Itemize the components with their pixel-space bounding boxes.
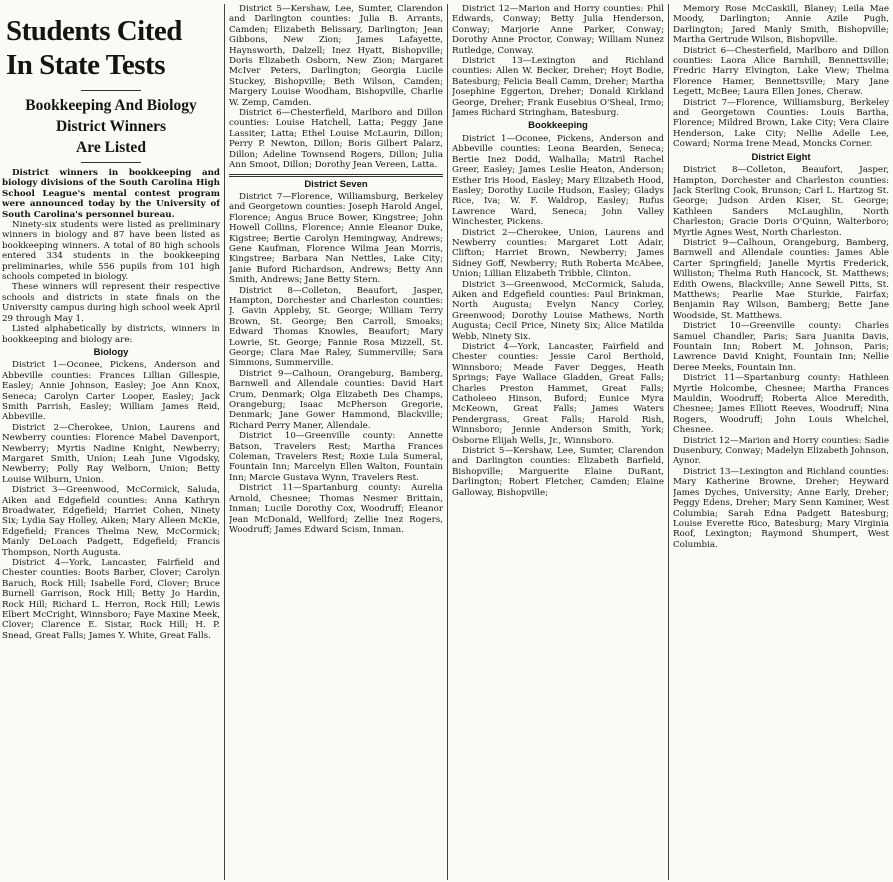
column-2 (229, 4, 443, 880)
district-list (229, 4, 443, 171)
district-entry: District 6—Chesterfield, Marlboro and Dillon counties: Laora Alice Barnhill, Bennettsville; Fredric Harry Elvington, Lake View; Thelma Florence Hamer, Bennettsville; Mary Jane Legett, McBee; Laura Ellen Jones, Cheraw. (673, 45, 889, 98)
intro-paragraph: Listed alphabetically by districts, winners in bookkeeping and biology are: (2, 324, 220, 345)
column-rule (447, 4, 448, 880)
district-entry: District 1—Oconee, Pickens, Anderson and Abbeville counties: Frances Lillian Gillespie, Easley; Annie Johnson, Easley; Joe Ann Knox, Seneca; Carolyn Carter Looper, Easley; Jack Smith Parrish, Easley; William James Reid, Abbeville. (2, 360, 220, 423)
subhead-2: District Winners (55, 118, 167, 135)
section-heading-biology: Biology (93, 346, 129, 358)
divider (81, 162, 141, 163)
district-list (452, 4, 664, 118)
district-entry: District 12—Marion and Horry counties: Sadie Dusenbury, Conway; Madelyn Elizabeth Johnson, Aynor. (673, 435, 889, 467)
district-entry: District 13—Lexington and Richland counties: Mary Katherine Browne, Dreher; Heyward James Dyches, University; Anne Early, Dreher; Peggy Edens, Dreher; Mary Senn Kaminer, West Columbia; Sarah Edna Padgett Batesburg; Louise Everette Rico, Batesburg; Mary Virginia Roof, Lexington; Raymond Shumpert, West Columbia. (673, 466, 889, 550)
headline (6, 14, 220, 82)
district-entry: District 3—Greenwood, McCormick, Saluda, Aiken and Edgefield counties: Anna Kathryn Broadwater, Edgefield; Harriet Cohen, Ninety Six; Lydia Say Holley, Aiken; Mary Alleen McKie, Edgefield; Frances Thelma New, McCormick; Manly DeLoach Padgett, Edgefield; Francis Thompson, North Augusta. (2, 485, 220, 558)
headline-line-2: In State Tests (6, 49, 165, 81)
district-entry: District 5—Kershaw, Lee, Sumter, Clarendon and Darlington counties: Julia B. Arrants, Camden; Elizabeth Belissary, Darlington; Jean Gibbons, New Zion; James Lafayette, Haynsworth, Dalzell; Inez Hyatt, Bishopville; Doris Elizabeth Osborn, New Zion; Margaret McIver Peters, Darlington; Georgia Lucile Stuckey, Bishopville; Beth Wilson, Camden; Margery Louise Woodham, Bishopville, Charlie W. Zemp, Camden. (229, 4, 443, 108)
district-list (673, 4, 889, 150)
subhead-1: Bookkeeping And Biology (25, 97, 197, 114)
district-entry: District 2—Cherokee, Union, Laurens and Newberry counties: Florence Mabel Davenport, Newberry; Myrtis Nadine Knight, Newberry; Margaret Smith, Union; Leah June Vigodsky, Newberry; Polly Ray Welborn, Union; Betty Louise Wilburn, Union. (2, 422, 220, 485)
intro-paragraph: District winners in bookkeeping and biology divisions of the South Carolina High School League's mental contest program were announced today by the University of South Carolina's personnel bureau. (2, 168, 220, 220)
district-entry: District 8—Colleton, Beaufort, Jasper, Hampton, Dorchester and Charleston counties: J. Gavin Appleby, St. George; William Terry Brown, St. George; Ben Carroll, Smoaks; Edward Thomas Knowles, Beaufort; Mary Lowrie, St. George; Fannie Rosa Mizzell, St. George; Clara Mae Raley, Summerville; Sara Simmons, Summerville. (229, 285, 443, 369)
column-rule (668, 4, 669, 880)
intro-paragraph: Ninety-six students were listed as preliminary winners in biology and 87 have been listed as bookkeeping winners. A total of 80 high schools entered 334 students in the bookkeeping preliminaries, while 556 pupils from 101 high schools competed in biology. (2, 220, 220, 283)
district-list (452, 134, 664, 498)
district-list (2, 360, 220, 641)
subhead-3: Are Listed (76, 139, 146, 156)
district-entry: District 7—Florence, Williamsburg, Berkeley and Georgetown Counties: Louis Bartha, Florence; Mildred Brown, Lake City; Vera Claire Henderson, Lake City; Nellie Adelle Lee, Coward; Norma Irene Mead, Moncks Corner. (673, 97, 889, 150)
district-entry: District 12—Marion and Horry counties: Phil Edwards, Conway; Betty Julia Henderson, Conway; Marjorie Anne Parker, Conway; Dorothy Anne Proctor, Conway; William Nunez Rutledge, Conway. (452, 4, 664, 56)
district-entry: District 11—Spartanburg county: Hathleen Myrtle Holcombe, Chesnee; Martha Frances Mauldin, Woodruff; Roberta Alice Meredith, Chesnee; James Elliott Reeves, Woodruff; Nina Rogers, Woodruff; John Louis Whelchel, Chesnee. (673, 373, 889, 436)
district-entry: District 4—York, Lancaster, Fairfield and Chester counties: Jessie Carol Berthold, Winnsboro; Meade Faver Degges, Heath Springs; Faye Wallace Gladden, Great Falls; Charles Preston Hammet, Great Falls; Catholeeo Hinson, Buford; Eunice Myra McKeown, Great Falls; James Waters Pendergrass, Great Falls; Harold Rish, Winnsboro; Jennie Anderson Smith, York; Osborne Elijah Wells, Jr., Winnsboro. (452, 342, 664, 446)
district-entry: District 5—Kershaw, Lee, Sumter, Clarendon and Darlington counties: Elizabeth Barfield, Bishopville; Marguerite Elaine DuRant, Darlington; Robert Fletcher, Camden; Elaine Galloway, Bishopville; (452, 446, 664, 498)
intro-paragraph: These winners will represent their respective schools and districts in state finals on the University campus during high school week April 29 through May 1. (2, 282, 220, 324)
district-entry: District 7—Florence, Williamsburg, Berkeley and Georgetown counties: Joseph Harold Angel, Florence; Angus Bruce Bower, Kingstree; John Howell Collins, Florence; Annie Eleanor Duke, Kigstree; Bertie Carolyn Hemingway, Andrews; Gene Kaufman, Florence Wilma Jean Morris, Kingstree; Barbara Nan Nettles, Lake City; Janie Buford Richardson, Andrews; Betty Ann Smith, Andrews; Jane Betty Stern. (229, 191, 443, 286)
divider (229, 174, 443, 177)
divider (81, 90, 141, 91)
district-list (673, 165, 889, 550)
district-entry: District 10—Greenville county: Charles Samuel Chandler, Paris; Sara Juanita Davis, Fountain Inn; Robert M. Johnson, Paris; Lawrence David Knight, Fountain Inn; Nellie Deree Meeks, Fountain Inn. (673, 321, 889, 373)
district-entry: District 4—York, Lancaster, Fairfield and Chester counties: Boots Barber, Clover; Carolyn Baruch, Rock Hill; Isabelle Ford, Clover; Bruce Burnell Garrison, Rock Hill; Betty Jo Hardin, Rock Hill; Richard L. Herron, Rock Hill; Lewis Elbert McCright, Winnsboro; Faye Maxine Meek, Clover; Clarence E. Sistar, Rock Hill; H. P. Snead, Great Falls; James Y. White, Great Falls. (2, 558, 220, 641)
district-entry: District 8—Colleton, Beaufort, Jasper, Hampton, Dorchester and Charleston counties: Jack Sterling Cook, Brunson; Carl L. Hartzog St. George; Judson Arden Kiser, St. George; Kathleen Sanders McLaughlin, North Charleston; Gracie Doris O'Quinn, Walterboro; Myrtle Agnes West, North Charleston. (673, 165, 889, 238)
headline-line-1: Students Cited (6, 15, 182, 47)
district-list (229, 192, 443, 535)
district-entry: District 9—Calhoun, Orangeburg, Bamberg, Barnwell and Allendale counties: David Hart Crum, Denmark; Olga Elizabeth Des Champs, Orangeburg; Isaac McPherson Gregorie, Denmark; Jane Gower Hammond, Blackville; Richard Perry Maner, Allendale. (229, 368, 443, 431)
district-entry: District 9—Calhoun, Orangeburg, Bamberg, Barnwell and Allendale counties: James Able Carter Springfield; Janelle Myrtis Frederick, Williston; Thelma Ruth Hancock, St. Matthews; Edith Owens, Blackville; Anne Sewell Pitts, St. Matthews; Pearlie Mae Sturkie, Fairfax; Benjamin Ray Wilson, Bamberg; Bette Jane Woodside, St. Matthews. (673, 237, 889, 321)
section-heading-district-seven: District Seven (304, 178, 368, 190)
district-entry: District 3—Greenwood, McCormick, Saluda, Aiken and Edgefield counties: Paul Brinkman, North Augusta; Evelyn Nancy Corley, Greenwood; Dorothy Louise Mathews, North Augusta; Cecil Price, Ninety Six; Alice Matilda Webb, Ninety Six. (452, 279, 664, 342)
district-entry: District 11—Spartanburg county: Aurelia Arnold, Chesnee; Thomas Nesmer Brittain, Inman; Lucile Dorothy Cox, Woodruff; Eleanor Jean McDonald, Wellford; Zellie Inez Rogers, Woodruff; James Edward Scism, Inman. (229, 483, 443, 535)
column-1 (2, 4, 220, 880)
district-entry: District 6—Chesterfield, Marlboro and Dillon counties: Louise Hatchell, Latta; Peggy Jane Lassiter, Latta; Ethel Louise McLaurin, Dillon; Perry P. Newton, Dillon; Boris Gilbert Palarz, Dillon; Adeline Townsend Rogers, Dillon; Julia Ann Smoot, Dillon; Dorothy Jean Vereen, Latta. (229, 108, 443, 171)
district-entry: District 1—Oconee, Pickens, Anderson and Abbeville counties: Leona Bearden, Seneca; Bertie Inez Dodd, Walhalla; Matril Rachel Greer, Easley; James Leslie Heaton, Anderson; Esther Iris Hood, Easley; Mary Elizabeth Hood, Easley; Dorothy Lucile Hudson, Easley; Gladys Rice, Iva; W. F. Waldrop, Easley; Rufus Lawrence Ward, Seneca; John Valley Winchester, Pickens. (452, 133, 664, 228)
column-rule (224, 4, 225, 880)
column-3 (452, 4, 664, 880)
district-entry: District 10—Greenville county: Annette Batson, Travelers Rest; Martha Frances Coleman, Travelers Rest; Roxie Lula Sumeral, Fountain Inn; Marcelyn Ellen Walton, Fountain Inn; Marcie Gustava Wynn, Travelers Rest. (229, 431, 443, 483)
section-heading-bookkeeping: Bookkeeping (528, 120, 588, 132)
column-4 (673, 4, 889, 880)
district-entry: District 13—Lexington and Richland counties: Allen W. Becker, Dreher; Hoyt Bodie, Batesburg; Felicia Beall Camm, Dreher; Martha Josephine Eggerton, Dreher; Donald Kirkland George, Dreher; Frank Eusebius O'Sheal, Irmo; James Richard Stringham, Batesburg. (452, 56, 664, 119)
district-entry: Memory Rose McCaskill, Blaney; Leila Mae Moody, Darlington; Annie Azile Pugh, Darlington; Jared Manly Smith, Bishopville; Martha Gertrude Wilson, Bishopville. (673, 4, 889, 46)
section-heading-district-eight: District Eight (751, 151, 811, 163)
district-entry: District 2—Cherokee, Union, Laurens and Newberry counties: Margaret Lott Adair, Clifton; Harriet Brown, Newberry; James Sidney Goff, Newberry; Ruth Roberta McAbee, Union; Lillian Elizabeth Tribble, Clinton. (452, 227, 664, 280)
